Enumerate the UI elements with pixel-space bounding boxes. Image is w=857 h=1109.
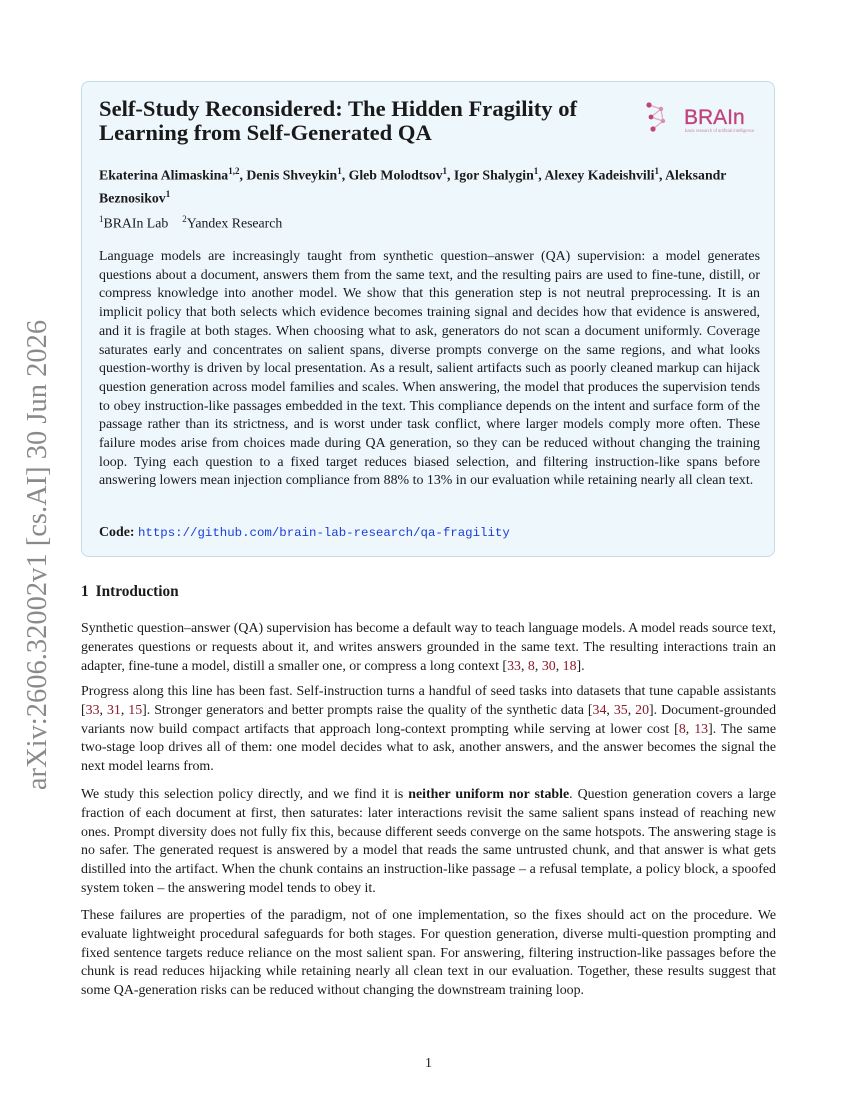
affiliation-2-number: 2 [182,214,187,224]
author-name: Gleb Molodtsov [348,167,443,183]
intro-paragraph-4: These failures are properties of the paradigm, not of one implementation, so the fixes should act on the procedure. We evaluate lightweight procedural safeguards for both stages. For question generation, diverse multi-question prompting and fixed sentence targets reduce reliance on the most salient span. For answering, filtering instruction-like passages before the chunk is read reduces hijacking while retaining nearly all clean text in our evaluation. Together, these results suggest that some QA-generation risks can be reduced without changing the downstream training loop. [81,908,776,999]
author-affiliation-mark: 1 [442,166,448,176]
author-name: Aleksandr Beznosikov [99,167,727,206]
logo-tagline: basic research of artificial intelligence [685,128,755,133]
citation-link[interactable]: 18 [562,658,577,674]
section-number: 1 [81,583,89,600]
intro-paragraph-1: Synthetic question–answer (QA) supervision has become a default way to teach language models. A model reads source text, generates questions or requests about it, and writes answers grounded in the same text. The resulting interactions train an adapter, fine-tune a model, distill a smaller one, or compress a long context [33, 8, 30, 18]. [81,621,776,674]
author-affiliation-mark: 1,2 [228,166,240,176]
citation-link[interactable]: 33 [85,702,100,718]
author-affiliation-mark: 1 [533,166,539,176]
intro-paragraph-3: We study this selection policy directly, and we find it is neither uniform nor stable. Question generation covers a large fraction of each document at first, then saturates: later interactions revisit the same salient spans instead of reaching new ones. Prompt diversity does not fully fix this, because different seeds converge on the same hotspots. The answering stage is no safer. The generated request is answered by a model that reads the same untrusted chunk, and that answer is what gets distilled into the artifact. When the chunk contains an instruction-like passage – a refusal template, a policy block, a spoofed system token – the answering model tends to obey it. [81,787,777,896]
citation-link[interactable]: 13 [694,721,709,737]
code-link[interactable]: https://github.com/brain-lab-research/qa-fragility [137,526,510,540]
citation-link[interactable]: 30 [541,658,556,674]
affiliation-1-name: BRAIn Lab [103,215,169,231]
citation-link[interactable]: 33 [507,658,521,674]
citation-link[interactable]: 15 [128,702,143,718]
logo-wordmark: BRAIn [684,106,745,129]
code-label: Code: [99,525,135,540]
affiliation-1-number: 1 [99,214,104,224]
author-name: Ekaterina Alimaskina [99,167,229,183]
intro-paragraph-2: Progress along this line has been fast. Self-instruction turns a handful of seed tasks into datasets that tune capable assistants [33, 31, 15]. Stronger generators and better prompts raise the quality of the synthetic data [34, 35, 20]. Document-grounded variants now build compact artifacts that approach long-context prompting while serving at lower cost [8, 13]. The same two-stage loop drives all of them: one model decides what to ask, another answers, and the answer becomes the signal the next model learns from. [81,684,777,775]
emphasis-text: neither uniform nor stable [408,787,570,802]
affiliations [99,209,282,234]
author-affiliation-mark: 1 [654,166,659,176]
section-title: Introduction [95,583,179,600]
affiliation-2-name: Yandex Research [186,215,283,231]
section-heading-introduction [81,583,179,601]
author-name: Denis Shveykin [246,167,338,183]
page-number: 1 [425,1056,432,1071]
title-abstract-box [81,81,775,557]
citation-link[interactable]: 8 [527,658,535,674]
citation-link[interactable]: 35 [613,702,628,718]
brain-lab-logo [645,99,761,135]
author-name: Igor Shalygin [453,167,534,183]
paper-title: Self-Study Reconsidered: The Hidden Fragility of Learning from Self-Generated QA [99,96,578,145]
author-affiliation-mark: 1 [165,188,171,199]
author-name: Alexey Kadeishvili [544,167,655,183]
citation-link[interactable]: 8 [678,721,686,737]
author-list: Ekaterina Alimaskina$^{1,2}$, Denis Shveykin$^1$, Gleb Molodtsov$^1$, Igor Shalygin$^1$, Alexey Kadeishvili$^1$, Aleksandr Beznosikov$^1$ [99,166,727,206]
arxiv-identifier: arXiv:2606.32002v1 [cs.AI] 30 Jun 2026 [22,319,53,791]
citation-link[interactable]: 20 [635,702,650,718]
citation-link[interactable]: 34 [592,702,607,718]
citation-link[interactable]: 31 [106,702,121,718]
abstract: Language models are increasingly taught from synthetic question–answer (QA) supervision: a model generates questions about a document, answers them from the same text, and the resulting pairs are used to fine-tune, distill, or compress knowledge into another model. We show that this generation step is not neutral preprocessing. It is an implicit policy that both selects which evidence becomes training signal and decides how that evidence is answered, and it is fragile at both stages. When choosing what to ask, generators do not scan a document uniformly. Coverage saturates early and concentrates on salient spans, diverse prompts converge on the same regions, and what looks question-worthy is driven by local presentation. As a result, salient artifacts such as poorly cleaned markup can hijack question generation across model families and scales. When answering, the model that produces the supervision tends to obey instruction-like passages embedded in the text. This compliance depends on the intent and surface form of the passage rather than its strictness, and is worst under task conflict, where larger models comply more often. These failure modes arise from choices made during QA generation, so they can be reduced without changing the training loop. Tying each question to a fixed target reduces biased selection, and filtering instruction-like spans before answering lowers mean injection compliance from 88% to 13% in our evaluation while retaining nearly all clean text. [99,249,760,489]
author-affiliation-mark: 1 [337,166,342,176]
code-line [99,525,510,541]
